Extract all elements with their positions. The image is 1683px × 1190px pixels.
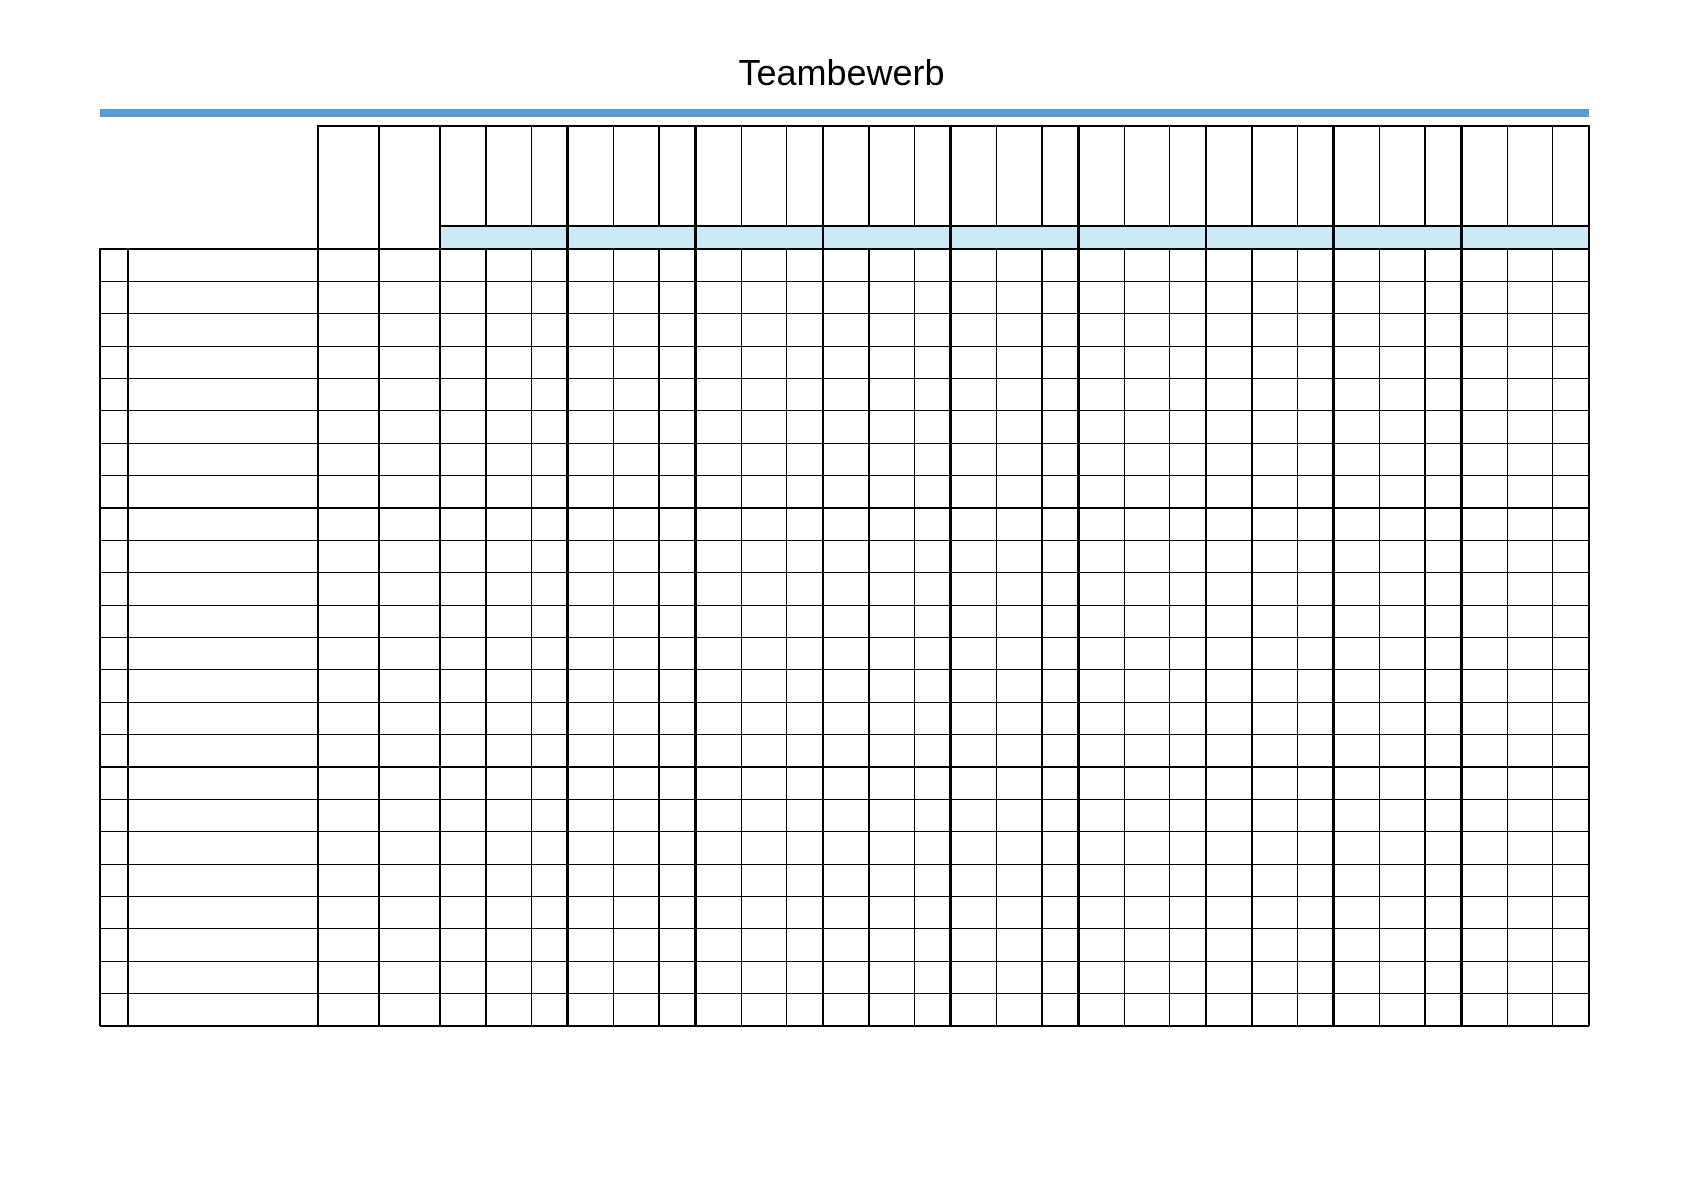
player-name <box>128 767 318 799</box>
col-line <box>1552 249 1553 1026</box>
col-line <box>1424 249 1425 1026</box>
col-line <box>1507 249 1508 1026</box>
round1-punkte <box>440 476 486 508</box>
player-name <box>128 605 318 637</box>
col-line <box>1205 126 1208 1026</box>
rank-cell <box>100 897 128 929</box>
rank-cell <box>100 638 128 670</box>
row-line <box>100 507 1589 508</box>
team-header-label <box>695 226 823 249</box>
rank-cell <box>100 670 128 702</box>
col-line <box>127 249 128 1026</box>
schlaege-total <box>379 281 440 313</box>
round-date-header <box>1334 126 1380 226</box>
row-line <box>100 702 1589 703</box>
col-line <box>741 249 742 1026</box>
col-line <box>1297 249 1298 1026</box>
team-header-label <box>1078 226 1206 249</box>
rank-cell <box>100 573 128 605</box>
player-name <box>128 411 318 443</box>
round-einzel-header <box>1425 126 1461 226</box>
col-line <box>658 126 659 226</box>
round1-einzel-ergebnis <box>531 379 567 411</box>
rank-cell <box>100 864 128 896</box>
rank-cell <box>100 379 128 411</box>
col-line <box>566 126 569 1026</box>
rank-cell <box>100 540 128 572</box>
round-col-header <box>869 126 914 226</box>
round-col-header <box>486 126 531 226</box>
player-name <box>128 346 318 378</box>
round-date-header <box>823 126 869 226</box>
schlaege-total <box>379 443 440 475</box>
punkte-total <box>318 508 379 540</box>
row-line <box>100 313 1589 314</box>
col-line <box>439 126 442 1026</box>
col-line <box>1332 126 1335 1026</box>
rank-cell <box>100 314 128 346</box>
round1-schlaege <box>486 573 531 605</box>
col-line <box>868 249 869 1026</box>
player-name <box>128 702 318 734</box>
player-name <box>128 897 318 929</box>
round1-schlaege <box>486 476 531 508</box>
player-name <box>128 443 318 475</box>
col-line <box>485 126 486 226</box>
rank-cell <box>100 929 128 961</box>
rank-cell <box>100 799 128 831</box>
row-line <box>100 281 1589 282</box>
row-line <box>100 993 1589 994</box>
col-line <box>868 126 869 226</box>
player-name <box>128 508 318 540</box>
col-line <box>658 249 659 1026</box>
player-name <box>128 799 318 831</box>
team-header-label <box>1206 226 1334 249</box>
rank-cell <box>100 702 128 734</box>
round-einzel-header <box>1042 126 1078 226</box>
player-name <box>128 832 318 864</box>
team-header-label <box>1461 226 1589 249</box>
player-name <box>128 670 318 702</box>
col-line <box>1379 249 1380 1026</box>
col-line <box>914 249 915 1026</box>
round1-punkte <box>440 540 486 572</box>
row-line <box>100 928 1589 929</box>
round1-punkte <box>440 249 486 281</box>
round1-einzel-ergebnis <box>531 249 567 281</box>
player-name <box>128 573 318 605</box>
col-line <box>485 249 486 1026</box>
schlaege-total <box>379 411 440 443</box>
player-name <box>128 994 318 1026</box>
row-line <box>100 637 1589 638</box>
round-col-header <box>1124 126 1169 226</box>
punkte-total <box>318 379 379 411</box>
player-name <box>128 249 318 281</box>
round-einzel-header <box>659 126 695 226</box>
col-line <box>378 126 379 1026</box>
team-header-label <box>823 226 951 249</box>
row-line <box>100 766 1589 767</box>
header-bottom-border <box>99 248 1590 251</box>
row-line <box>100 864 1589 865</box>
col-line <box>1077 126 1080 1026</box>
row-line <box>100 799 1589 800</box>
rank-cell <box>100 832 128 864</box>
col-line <box>531 126 532 226</box>
col-line <box>1297 126 1298 226</box>
rank-cell <box>100 767 128 799</box>
col-line <box>1124 126 1125 226</box>
player-name <box>128 864 318 896</box>
round1-einzel-ergebnis <box>531 605 567 637</box>
round-col-header <box>614 126 659 226</box>
round1-schlaege <box>486 249 531 281</box>
col-line <box>1460 126 1463 1026</box>
round1-schlaege <box>486 411 531 443</box>
punkte-total <box>318 573 379 605</box>
col-line <box>1552 126 1553 226</box>
round-col-header <box>1380 126 1425 226</box>
col-line <box>613 126 614 226</box>
player-name <box>128 379 318 411</box>
player-name <box>128 929 318 961</box>
row-line <box>100 410 1589 411</box>
round1-einzel-ergebnis <box>531 508 567 540</box>
rank-cell <box>100 443 128 475</box>
round-einzel-header <box>531 126 567 226</box>
player-name <box>128 281 318 313</box>
schlaege-total <box>379 476 440 508</box>
row-line <box>100 961 1589 962</box>
col-line <box>99 249 100 1026</box>
round1-einzel-ergebnis <box>531 443 567 475</box>
round-col-header <box>1252 126 1297 226</box>
round-einzel-header <box>787 126 823 226</box>
player-name <box>128 540 318 572</box>
round1-schlaege <box>486 281 531 313</box>
player-name <box>128 735 318 767</box>
schlaege-total <box>379 346 440 378</box>
round-col-header <box>1507 126 1552 226</box>
col-line <box>1124 249 1125 1026</box>
team-header-label <box>951 226 1079 249</box>
col-line <box>1169 249 1170 1026</box>
player-name <box>128 476 318 508</box>
col-line <box>531 249 532 1026</box>
punkte-total <box>318 605 379 637</box>
round-date-header <box>1206 126 1252 226</box>
round-einzel-header <box>914 126 950 226</box>
col-line <box>822 126 825 1026</box>
row-line <box>100 540 1589 541</box>
schlaege-total <box>379 508 440 540</box>
rank-cell <box>100 994 128 1026</box>
schlaege-total <box>379 540 440 572</box>
schlaege-total <box>379 605 440 637</box>
rank-cell <box>100 605 128 637</box>
rank-cell <box>100 281 128 313</box>
round-einzel-header <box>1170 126 1206 226</box>
col-line <box>1041 126 1042 226</box>
col-line <box>786 126 787 226</box>
row-line <box>100 572 1589 573</box>
row-line <box>100 734 1589 735</box>
punkte-total <box>318 249 379 281</box>
schlaege-total <box>379 379 440 411</box>
round-einzel-header <box>1297 126 1333 226</box>
row-line <box>100 605 1589 606</box>
col-line <box>914 126 915 226</box>
col-line <box>1251 249 1252 1026</box>
round-einzel-header <box>1553 126 1589 226</box>
round-date-header <box>568 126 614 226</box>
row-line <box>100 896 1589 897</box>
row-line <box>100 378 1589 379</box>
round1-punkte <box>440 411 486 443</box>
round1-schlaege <box>486 379 531 411</box>
col-line <box>613 249 614 1026</box>
round1-einzel-ergebnis <box>531 540 567 572</box>
round1-einzel-ergebnis <box>531 346 567 378</box>
col-line <box>1507 126 1508 226</box>
player-name <box>128 638 318 670</box>
schlaege-total <box>379 249 440 281</box>
round1-punkte <box>440 573 486 605</box>
round1-schlaege <box>486 443 531 475</box>
player-name <box>128 314 318 346</box>
punkte-total <box>318 411 379 443</box>
row-line <box>100 443 1589 444</box>
punkte-total <box>318 314 379 346</box>
team-header-label <box>568 226 696 249</box>
col-line <box>1424 126 1425 226</box>
rank-cell <box>100 961 128 993</box>
header-schlaege <box>379 126 440 249</box>
round1-einzel-ergebnis <box>531 573 567 605</box>
punkte-total <box>318 476 379 508</box>
punkte-total <box>318 281 379 313</box>
rank-cell <box>100 411 128 443</box>
col-line <box>949 126 952 1026</box>
schlaege-total <box>379 573 440 605</box>
col-line <box>1169 126 1170 226</box>
round1-punkte <box>440 346 486 378</box>
round-date-header <box>1461 126 1507 226</box>
round-col-header <box>741 126 786 226</box>
punkte-total <box>318 443 379 475</box>
round1-schlaege <box>486 508 531 540</box>
round1-punkte <box>440 443 486 475</box>
rank-cell <box>100 249 128 281</box>
row-line <box>100 1025 1589 1028</box>
round1-einzel-ergebnis <box>531 476 567 508</box>
team-header-label <box>1334 226 1462 249</box>
col-line <box>996 249 997 1026</box>
col-line <box>317 126 320 1026</box>
header-punkte <box>318 126 379 249</box>
schlaege-total <box>379 314 440 346</box>
col-line <box>1041 249 1042 1026</box>
col-line <box>694 126 697 1026</box>
row-line <box>100 831 1589 832</box>
round-date-header <box>695 126 741 226</box>
punkte-total <box>318 346 379 378</box>
round-col-header <box>997 126 1042 226</box>
page-title: Teambewerb <box>738 52 945 93</box>
row-line <box>100 346 1589 347</box>
rank-cell <box>100 476 128 508</box>
round1-schlaege <box>486 314 531 346</box>
round1-punkte <box>440 379 486 411</box>
col-line <box>996 126 997 226</box>
round-date-header <box>951 126 997 226</box>
col-line <box>741 126 742 226</box>
round1-einzel-ergebnis <box>531 411 567 443</box>
rank-cell <box>100 735 128 767</box>
header-top-border <box>317 125 1590 128</box>
round1-punkte <box>440 281 486 313</box>
punkte-total <box>318 540 379 572</box>
rank-cell <box>100 508 128 540</box>
col-line <box>1588 126 1591 1026</box>
round-date-header <box>1078 126 1124 226</box>
col-line <box>786 249 787 1026</box>
rank-cell <box>100 346 128 378</box>
round1-punkte <box>440 605 486 637</box>
round1-schlaege <box>486 605 531 637</box>
row-line <box>100 669 1589 670</box>
team-header-label <box>440 226 568 249</box>
round1-schlaege <box>486 346 531 378</box>
round1-schlaege <box>486 540 531 572</box>
round-date-header <box>440 126 486 226</box>
col-line <box>1379 126 1380 226</box>
col-line <box>1251 126 1252 226</box>
round1-einzel-ergebnis <box>531 281 567 313</box>
row-line <box>100 475 1589 476</box>
round1-einzel-ergebnis <box>531 314 567 346</box>
round1-punkte <box>440 508 486 540</box>
player-name <box>128 961 318 993</box>
round1-punkte <box>440 314 486 346</box>
